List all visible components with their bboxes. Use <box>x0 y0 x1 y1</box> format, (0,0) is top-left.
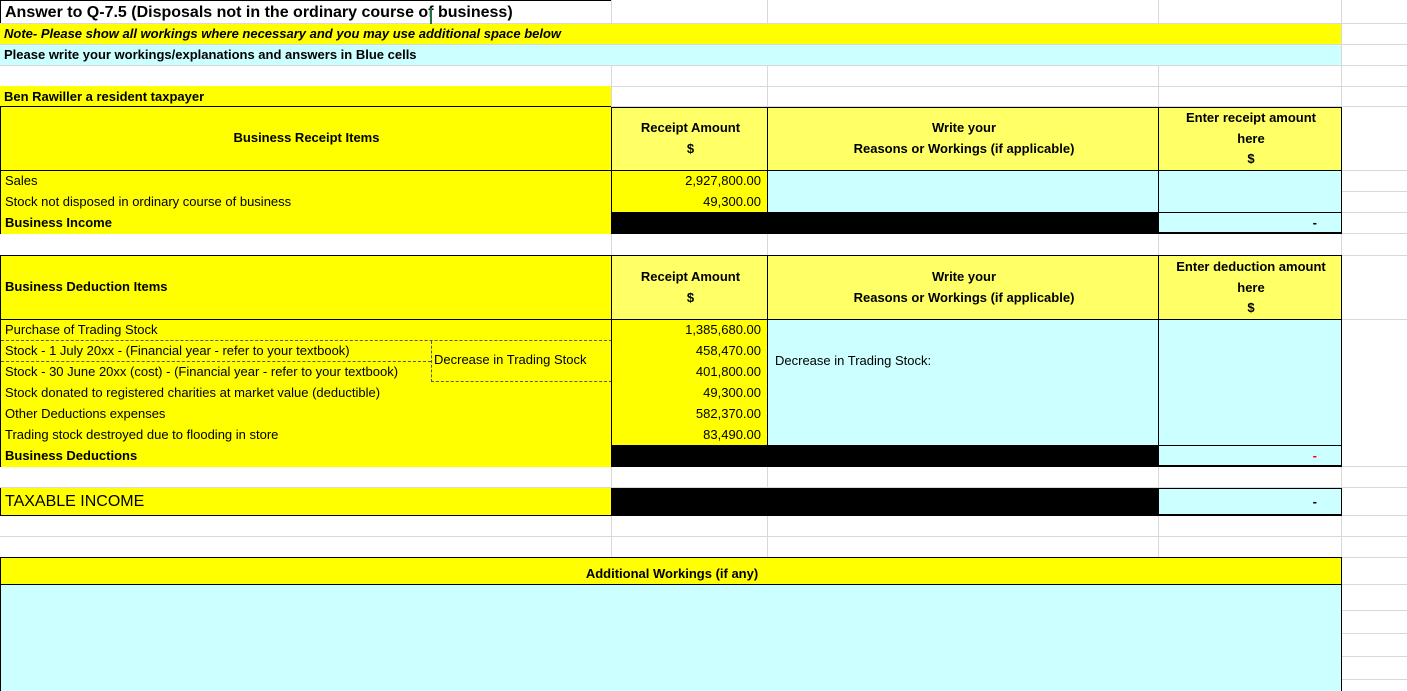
deduction-amount-value: 458,470.00 <box>695 343 761 358</box>
receipt-enter-header-line2: here <box>1237 131 1265 146</box>
deduction-items-block[interactable] <box>0 320 611 446</box>
taxpayer-name: Ben Rawiller a resident taxpayer <box>4 89 205 104</box>
additional-workings-label: Additional Workings (if any) <box>585 566 759 581</box>
deduction-amount-header[interactable] <box>611 255 768 320</box>
business-deductions-total-input[interactable] <box>1158 445 1342 467</box>
deduction-reason-text: Decrease in Trading Stock: <box>775 353 932 368</box>
deduction-reasons-header-line2: Reasons or Workings (if applicable) <box>853 290 1075 305</box>
receipt-amount-header[interactable] <box>611 107 768 171</box>
receipt-reasons-header[interactable] <box>767 107 1159 171</box>
deduction-enter-header-line3: $ <box>1247 300 1255 315</box>
deduction-reasons-header-line1: Write your <box>931 269 997 284</box>
receipt-items-header-label: Business Receipt Items <box>233 130 380 145</box>
taxable-income-total: - <box>1312 494 1317 509</box>
taxable-income-label: TAXABLE INCOME <box>5 493 145 510</box>
deduction-item-label: Purchase of Trading Stock <box>5 322 158 337</box>
gridline-row <box>0 65 1407 66</box>
deduction-item-label: Stock - 1 July 20xx - (Financial year - refer to your textbook) <box>5 343 350 358</box>
taxable-income-total-input[interactable] <box>1158 488 1342 516</box>
deduction-enter-header-line2: here <box>1237 280 1265 295</box>
deduction-item-label: Other Deductions expenses <box>5 406 166 421</box>
deduction-item-label: Trading stock destroyed due to flooding in store <box>5 427 279 442</box>
deduction-item-label: Stock - 30 June 20xx (cost) - (Financial year - refer to your textbook) <box>5 364 399 379</box>
business-deductions-black-bar <box>611 445 1159 467</box>
business-income-label-cell[interactable] <box>0 212 611 234</box>
receipt-items-header[interactable] <box>0 107 611 171</box>
additional-workings-header[interactable] <box>0 557 1342 585</box>
note-cell[interactable] <box>0 24 1341 44</box>
business-income-label: Business Income <box>5 215 112 230</box>
taxable-income-black-bar <box>611 488 1159 516</box>
receipt-enter-header-line3: $ <box>1247 151 1255 166</box>
deduction-amount-value: 401,800.00 <box>695 364 761 379</box>
stock-decrease-label: Decrease in Trading Stock <box>434 352 587 367</box>
receipt-items-block[interactable] <box>0 171 611 213</box>
gridline-row <box>1341 656 1407 657</box>
deduction-item-label: Stock donated to registered charities at market value (deductible) <box>5 385 381 400</box>
page-title: Answer to Q-7.5 (Disposals not in the ordinary course of business) <box>5 4 513 21</box>
taxable-income-label-cell[interactable] <box>0 488 611 516</box>
deduction-amounts-block[interactable] <box>611 320 768 446</box>
gridline-row <box>1341 633 1407 634</box>
text-cursor-icon <box>430 8 433 24</box>
receipt-item-label: Sales <box>5 173 38 188</box>
deduction-enter-header-line1: Enter deduction amount <box>1176 259 1326 274</box>
business-income-black-bar <box>611 212 1159 234</box>
receipt-reasons-header-line1: Write your <box>931 120 997 135</box>
note-text: Note- Please show all workings where necessary and you may use additional space below <box>4 26 562 41</box>
business-deductions-label: Business Deductions <box>5 448 138 463</box>
deduction-items-header-label: Business Deduction Items <box>5 279 168 294</box>
receipt-enter-header-line1: Enter receipt amount <box>1185 110 1317 125</box>
additional-workings-input[interactable] <box>0 585 1342 691</box>
gridline-row <box>1341 610 1407 611</box>
deduction-amount-header-line2: $ <box>686 290 695 305</box>
receipt-reasons-header-line2: Reasons or Workings (if applicable) <box>853 141 1075 156</box>
instruction-cell[interactable] <box>0 45 1341 65</box>
deduction-amount-value: 1,385,680.00 <box>685 322 761 337</box>
receipt-enter-input[interactable] <box>1158 171 1342 213</box>
gridline-row <box>1341 679 1407 680</box>
instruction-text: Please write your workings/explanations and answers in Blue cells <box>4 47 417 62</box>
deduction-enter-input[interactable] <box>1158 320 1342 446</box>
receipt-enter-header[interactable] <box>1158 107 1342 171</box>
business-income-total: - <box>1312 215 1317 230</box>
deduction-reasons-header[interactable] <box>767 255 1159 320</box>
business-deductions-total: - <box>1312 448 1317 463</box>
deduction-amount-value: 49,300.00 <box>703 385 761 400</box>
receipt-amount-value: 49,300.00 <box>703 194 761 209</box>
receipt-item-label: Stock not disposed in ordinary course of business <box>5 194 292 209</box>
deduction-enter-header[interactable] <box>1158 255 1342 320</box>
receipt-amount-value: 2,927,800.00 <box>685 173 761 188</box>
receipt-amount-header-line2: $ <box>686 141 695 156</box>
stock-decrease-box[interactable] <box>431 341 611 382</box>
receipt-amount-header-line1: Receipt Amount <box>640 120 741 135</box>
deduction-amount-value: 83,490.00 <box>703 427 761 442</box>
deduction-amount-value: 582,370.00 <box>695 406 761 421</box>
title-cell[interactable] <box>0 0 611 23</box>
business-deductions-label-cell[interactable] <box>0 445 611 467</box>
gridline-row <box>0 536 1407 537</box>
deduction-items-header[interactable] <box>0 255 611 320</box>
deduction-amount-header-line1: Receipt Amount <box>640 269 741 284</box>
receipt-amounts-block[interactable] <box>611 171 768 213</box>
business-income-total-input[interactable] <box>1158 212 1342 234</box>
taxpayer-cell[interactable] <box>0 86 611 107</box>
receipt-reasons-input[interactable] <box>767 171 1159 213</box>
deduction-reasons-input[interactable] <box>767 320 1159 446</box>
